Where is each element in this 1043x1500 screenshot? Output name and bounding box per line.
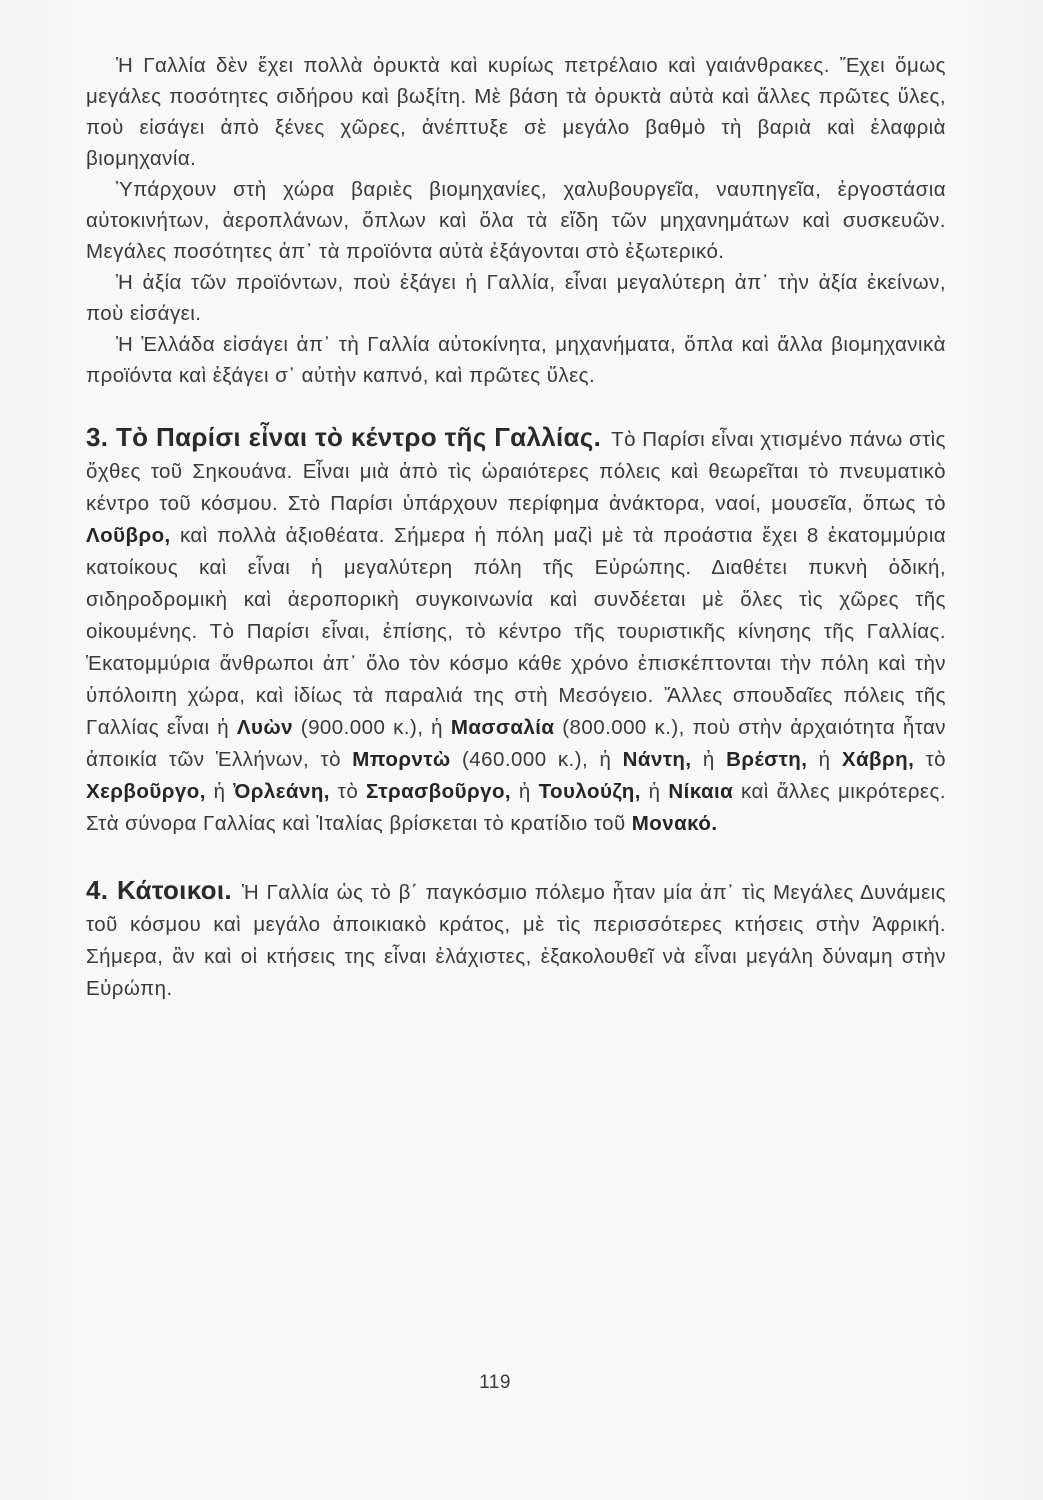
section-paris (86, 421, 946, 840)
city-louvre: Λοῦβρο, (86, 524, 171, 547)
city-lyon: Λυὼν (236, 716, 294, 739)
paris-text: ἡ (511, 780, 539, 803)
paris-text: ἡ (205, 780, 234, 803)
paris-text: (460.000 κ.), ἡ (450, 748, 623, 771)
paris-text: ἡ (691, 748, 727, 771)
city-bordeaux: Μπορντὼ (352, 748, 451, 771)
paris-text: τὸ (329, 780, 366, 803)
paragraph-minerals: Ἡ Γαλλία δὲν ἔχει πολλὰ ὀρυκτὰ καὶ κυρίως πετρέλαιο καὶ γαιάνθρακες. Ἔχει ὅμως μεγάλες ποσότητες σιδήρου καὶ βωξίτη. Μὲ βάση τὰ ὀρυκτὰ αὐτὰ καὶ ἄλλες πρῶτες ὕλες, ποὺ εἰσάγει ἀπὸ ξένες χῶρες, ἀνέπτυξε σὲ μεγάλο βαθμὸ τὴ βαριὰ καὶ ἐλαφριὰ βιομηχανία. (86, 54, 946, 170)
page-content (86, 50, 946, 1005)
city-cherbourg: Χερβοῦργο, (86, 780, 206, 803)
city-nice: Νίκαια (668, 780, 734, 803)
paragraph-exports: Ἡ ἀξία τῶν προϊόντων, ποὺ ἐξάγει ἡ Γαλλία, εἶναι μεγαλύτερη ἀπ᾽ τὴν ἀξία ἐκείνων, ποὺ εἰσάγει. (86, 271, 946, 325)
page-number: 119 (479, 1372, 511, 1393)
section-paris-body (86, 421, 946, 840)
city-nantes: Νάντη, (622, 748, 692, 771)
section-heading-paris: 3. Τὸ Παρίσι εἶναι τὸ κέντρο τῆς Γαλλίας. (86, 422, 602, 452)
paragraph-greece-trade: Ἡ Ἑλλάδα εἰσάγει ἀπ᾽ τὴ Γαλλία αὐτοκίνητα, μηχανήματα, ὅπλα καὶ ἄλλα βιομηχανικὰ προϊόντα καὶ ἐξάγει σ᾽ αὐτὴν καπνό, καὶ πρῶτες ὕλες. (86, 333, 946, 387)
paris-text: (800.000 κ.), ποὺ στὴν ἀρχαιότητα ἦταν ἀποικία τῶν Ἑλλήνων, τὸ (86, 716, 946, 771)
city-brest: Βρέστη, (726, 748, 808, 771)
paragraph-industries: Ὑπάρχουν στὴ χώρα βαριὲς βιομηχανίες, χαλυβουργεῖα, ναυπηγεῖα, ἐργοστάσια αὐτοκινήτων, ἀεροπλάνων, ὅπλων καὶ ὅλα τὰ εἴδη τῶν μηχανημάτων καὶ συσκευῶν. Μεγάλες ποσότητες ἀπ᾽ τὰ προϊόντα αὐτὰ ἐξάγονται στὸ ἐξωτερικό. (86, 178, 946, 263)
city-monaco: Μονακό. (631, 812, 718, 835)
section-heading-inhabitants: 4. Κάτοικοι. (86, 875, 232, 905)
city-toulouse: Τουλούζη, (538, 780, 641, 803)
city-orleans: Ὀρλεάνη, (233, 780, 330, 803)
city-havre: Χάβρη, (841, 748, 915, 771)
inhabitants-text: Ἡ Γαλλία ὡς τὸ β΄ παγκόσμιο πόλεμο ἦταν μία ἀπ᾽ τὶς Μεγάλες Δυνάμεις τοῦ κόσμου καὶ μεγάλο ἀποικιακὸ κράτος, μὲ τὶς περισσότερες κτήσεις στὴν Ἀφρική. Σήμερα, ἂν καὶ οἱ κτήσεις της εἶναι ἐλάχιστες, ἐξακολουθεῖ νὰ εἶναι μεγάλη δύναμη στὴν Εὐρώπη. (86, 881, 946, 1000)
paris-text: τὸ (914, 748, 946, 771)
section-inhabitants-body (86, 874, 946, 1005)
paris-text: ἡ (807, 748, 842, 771)
paris-text: καὶ πολλὰ ἀξιοθέατα. Σήμερα ἡ πόλη μαζὶ μὲ τὰ προάστια ἔχει 8 ἑκατομμύρια κατοίκους καὶ εἶναι ἡ μεγαλύτερη πόλη τῆς Εὐρώπης. Διαθέτει πυκνὴ ὁδική, σιδηροδρομικὴ καὶ ἀεροπορικὴ συγκοινωνία καὶ συνδέεται μὲ ὅλες τὶς χῶρες τῆς οἰκουμένης. Τὸ Παρίσι εἶναι, ἐπίσης, τὸ κέντρο τῆς τουριστικῆς κίνησης τῆς Γαλλίας. Ἑκατομμύρια ἄνθρωποι ἀπ᾽ ὅλο τὸν κόσμο κάθε χρόνο ἐπισκέπτονται τὴν πόλη καὶ τὴν ὑπόλοιπη χώρα, καὶ ἰδίως τὰ παραλιά της στὴ Μεσόγειο. Ἄλλες σπουδαῖες πόλεις τῆς Γαλλίας εἶναι ἡ (86, 524, 946, 739)
section-inhabitants (86, 874, 946, 1005)
city-marseille: Μασσαλία (450, 716, 555, 739)
paris-text: καὶ ἄλλες μικρότερες. Στὰ σύνορα Γαλλίας καὶ Ἰταλίας βρίσκεται τὸ κρατίδιο τοῦ (86, 780, 946, 835)
city-strasbourg: Στρασβοῦργο, (366, 780, 512, 803)
paris-text: ἡ (640, 780, 669, 803)
paris-text: Τὸ Παρίσι εἶναι χτισμένο πάνω στὶς ὄχθες τοῦ Σηκουάνα. Εἶναι μιὰ ἀπὸ τὶς ὡραιότερες πόλεις καὶ θεωρεῖται τὸ πνευματικὸ κέντρο τοῦ κόσμου. Στὸ Παρίσι ὑπάρχουν περίφημα ἀνάκτορα, ναοί, μουσεῖα, ὅπως τὸ (86, 428, 946, 515)
paris-text: (900.000 κ.), ἡ (293, 716, 451, 739)
